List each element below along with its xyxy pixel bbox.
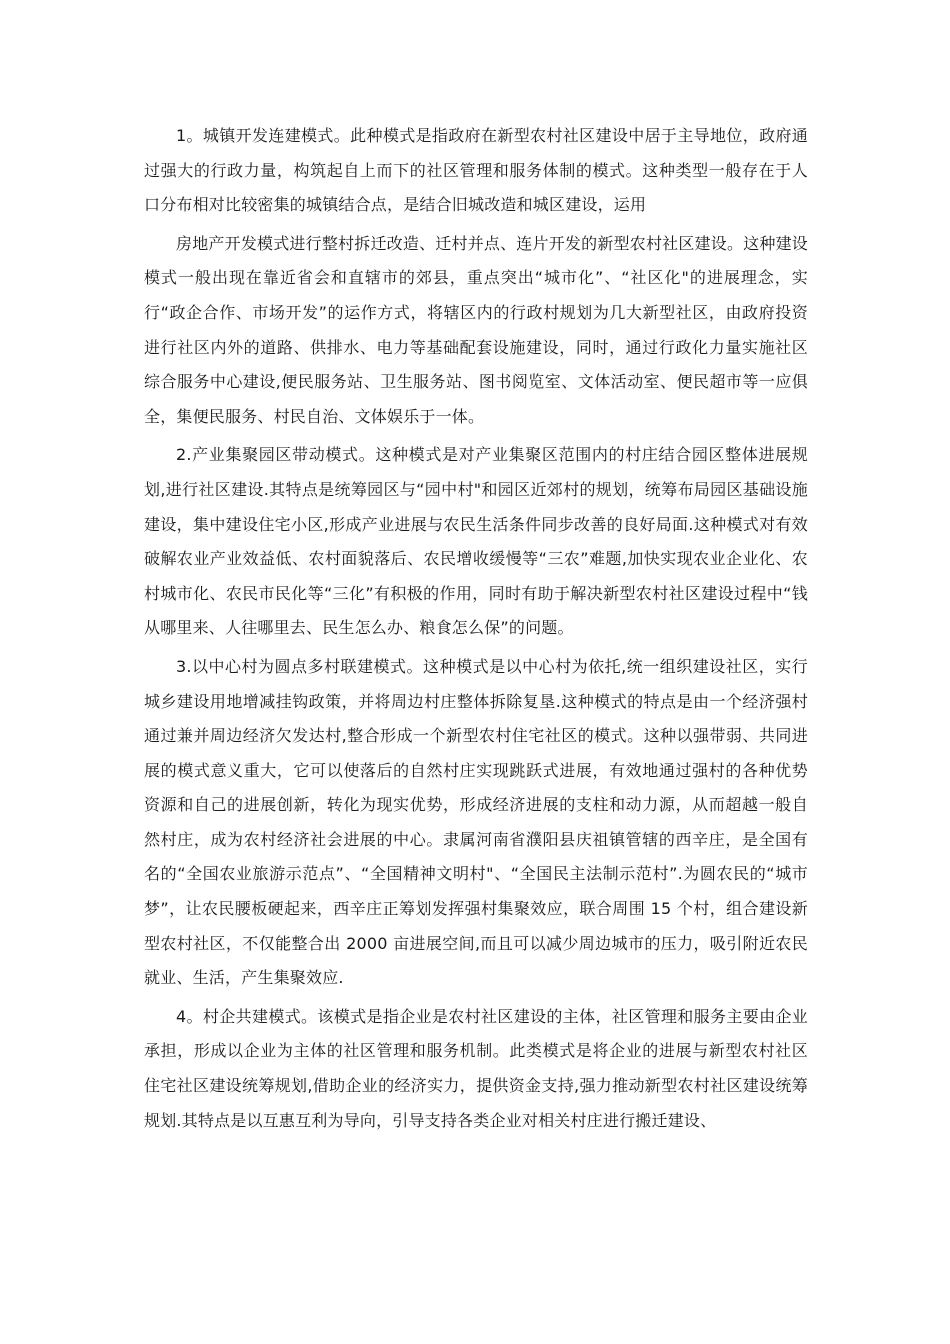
paragraph-1: 1。城镇开发连建模式。此种模式是指政府在新型农村社区建设中居于主导地位，政府通过强大的行政力量，构筑起自上而下的社区管理和服务体制的模式。这种类型一般存在于人口分布相对比较密集的城镇结合点，是结合旧城改造和城区建设，运用	[144, 126, 808, 215]
paragraph-5: 4。村企共建模式。该模式是指企业是农村社区建设的主体，社区管理和服务主要由企业承担，形成以企业为主体的社区管理和服务机制。此类模式是将企业的进展与新型农村社区住宅社区建设统筹规划,借助企业的经济实力，提供资金支持,强力推动新型农村社区建设统筹规划.其特点是以互惠互利为导向，引导支持各类企业对相关村庄进行搬迁建设、	[144, 1006, 808, 1130]
paragraph-2: 房地产开发模式进行整村拆迁改造、迁村并点、连片开发的新型农村社区建设。这种建设模式一般出现在靠近省会和直辖市的郊县，重点突出“城市化”、“社区化"的进展理念，实行“政企合作、市场开发”的运作方式，将辖区内的行政村规划为几大新型社区，由政府投资进行社区内外的道路、供排水、电力等基础配套设施建设，同时，通过行政化力量实施社区综合服务中心建设,便民服务站、卫生服务站、图书阅览室、文体活动室、便民超市等一应俱全，集便民服务、村民自治、文体娱乐于一体。	[144, 233, 808, 426]
paragraph-4: 3.以中心村为圆点多村联建模式。这种模式是以中心村为依托,统一组织建设社区，实行城乡建设用地增减挂钩政策，并将周边村庄整体拆除复垦.这种模式的特点是由一个经济强村通过兼并周边经济欠发达村,整合形成一个新型农村住宅社区的模式。这种以强带弱、共同进展的模式意义重大，它可以使落后的自然村庄实现跳跃式进展，有效地通过强村的各种优势资源和自己的进展创新，转化为现实优势，形成经济进展的支柱和动力源，从而超越一般自然村庄，成为农村经济社会进展的中心。隶属河南省濮阳县庆祖镇管辖的西辛庄，是全国有名的“全国农业旅游示范点”、“全国精神文明村"、“全国民主法制示范村”.为圆农民的“城市梦”，让农民腰板硬起来，西辛庄正筹划发挥强村集聚效应，联合周围 15 个村，组合建设新型农村社区，不仅能整合出 2000 亩进展空间,而且可以减少周边城市的压力，吸引附近农民就业、生活，产生集聚效应.	[144, 656, 808, 988]
document-body	[144, 119, 808, 1138]
paragraph-3: 2.产业集聚园区带动模式。这种模式是对产业集聚区范围内的村庄结合园区整体进展规划,进行社区建设.其特点是统筹园区与“园中村"和园区近郊村的规划，统筹布局园区基础设施建设，集中建设住宅小区,形成产业进展与农民生活条件同步改善的良好局面.这种模式对有效破解农业产业效益低、农村面貌落后、农民增收缓慢等“三农”难题,加快实现农业企业化、农村城市化、农民市民化等“三化”有积极的作用，同时有助于解决新型农村社区建设过程中“钱从哪里来、人往哪里去、民生怎么办、粮食怎么保”的问题。	[144, 445, 808, 638]
